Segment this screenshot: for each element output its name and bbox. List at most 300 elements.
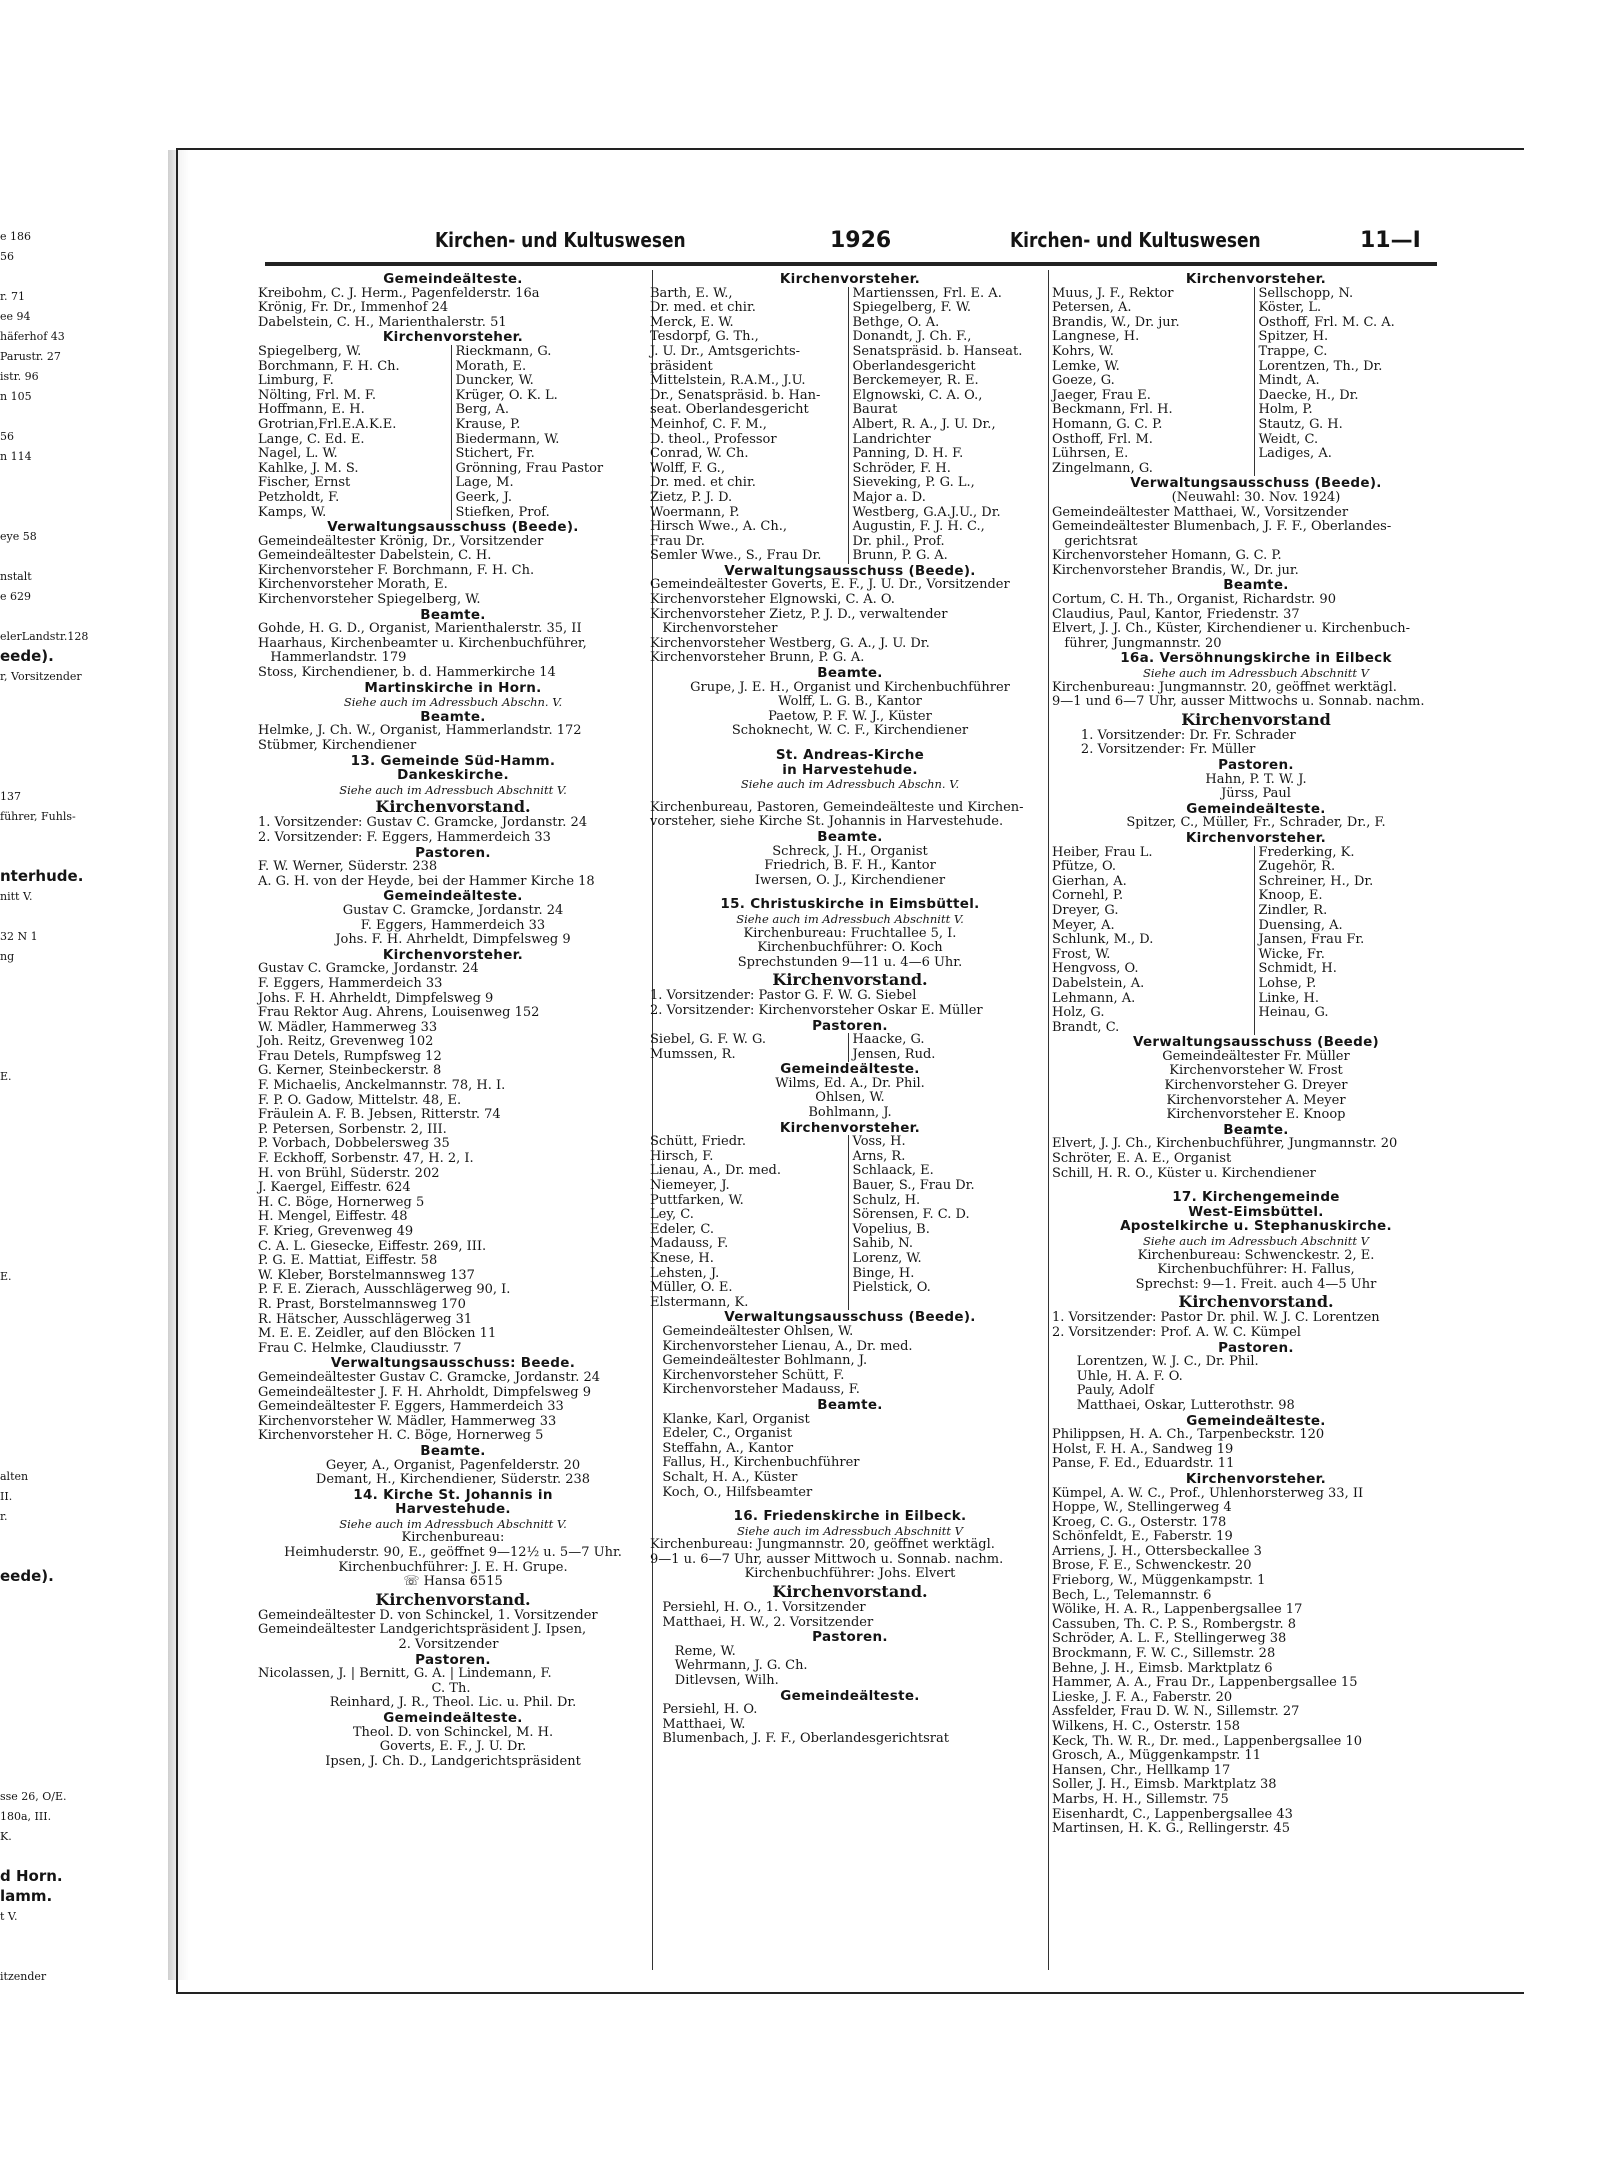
name-entry: Lange, C. Ed. E. [258,431,365,447]
name-entry: Kohrs, W. [1052,343,1114,359]
name-pair-row [1052,389,1460,404]
cross-reference-note: Siehe auch im Adressbuch Abschn. V. [343,695,563,710]
entry-line: Schoknecht, W. C. F., Kirchendiener [731,723,969,739]
fragment-line: 56 [0,250,14,263]
entry-line: P. G. E. Mattiat, Eiffestr. 58 [258,1253,438,1269]
entry-line: Nicolassen, J. | Bernitt, G. A. | Lindemann, F. [258,1666,552,1682]
section-heading: Pastoren. [1218,757,1294,773]
header-rule [265,262,1437,266]
entry-line: P. Vorbach, Dobbelersweg 35 [258,1136,450,1152]
fragment-line: eye 58 [0,530,37,543]
name-entry: Lehmann, A. [1052,990,1136,1006]
name-entry: Conrad, W. Ch. [650,446,749,462]
name-entry: Berckemeyer, R. E. [848,374,1051,389]
name-entry: Stautz, G. H. [1254,418,1461,433]
name-entry: Fischer, Ernst [258,475,351,491]
name-entry: Duncker, W. [451,374,649,389]
entry-line: Kirchenvorsteher F. Borchmann, F. H. Ch. [258,562,535,578]
fragment-line: itzender [0,1970,47,1983]
name-entry: Brandis, W., Dr. jur. [1052,314,1180,330]
entry-line: Gemeindeältester F. Eggers, Hammerdeich 33 [258,1399,564,1415]
name-entry: Heiber, Frau L. [1052,844,1153,860]
name-entry: Hirsch Wwe., A. Ch., [650,519,787,535]
name-pair-row [1052,374,1460,389]
section-heading: Verwaltungsausschuss (Beede) [1132,1034,1380,1051]
name-entry: Binge, H. [848,1267,1051,1282]
name-entry: Lehsten, J. [650,1265,720,1281]
name-entry: Zingelmann, G. [1052,460,1153,476]
section-heading: 17. Kirchengemeinde [1172,1189,1340,1206]
name-entry: Meinhof, C. F. M., [650,416,767,432]
entry-line: 2. Vorsitzender: Fr. Müller [1052,742,1256,758]
fragment-line: Parustr. 27 [0,350,61,363]
entry-line: Hammerlandstr. 179 [258,650,407,666]
entry-line: Theol. D. von Schinckel, M. H. [352,1724,554,1740]
name-entry: Kamps, W. [258,504,327,520]
section-heading: Beamte. [817,665,883,682]
entry-line: 2. Vorsitzender: F. Eggers, Hammerdeich 33 [258,829,551,845]
name-entry: Hengvoss, O. [1052,961,1139,977]
name-entry: Heinau, G. [1254,1006,1461,1021]
entry-line: Helmke, J. Ch. W., Organist, Hammerlandstr. 172 [258,723,582,739]
name-entry: Bauer, S., Frau Dr. [848,1179,1051,1194]
section-heading: Pastoren. [812,1629,888,1646]
name-entry: Ladiges, A. [1254,447,1461,462]
name-entry: Mittelstein, R.A.M., J.U. [650,373,806,389]
name-pair-row [650,287,1050,302]
name-pair-row [258,476,648,491]
name-entry: Sieveking, P. G. L., [848,476,1051,491]
entry-line: Johs. F. H. Ahrheldt, Dimpfelsweg 9 [258,990,494,1006]
name-entry: Ley, C. [650,1207,694,1223]
name-entry: Morath, E. [451,360,649,375]
entry-line: Dabelstein, C. H., Marienthalerstr. 51 [258,314,507,330]
name-entry: Cornehl, P. [1052,888,1124,904]
section-heading: Beamte. [420,708,486,725]
cross-reference-note: Siehe auch im Adressbuch Abschnitt V [1143,666,1369,681]
name-entry: Petersen, A. [1052,300,1132,316]
entry-line: Wehrmann, J. G. Ch. [650,1658,808,1674]
running-header [190,228,1510,264]
name-entry: Arns, R. [848,1150,1051,1165]
entry-line: Gemeindeältester Goverts, E. F., J. U. Dr., Vorsitzender [650,577,1010,593]
section-heading: 16. Friedenskirche in Eilbeck. [733,1508,967,1525]
name-entry [1254,1021,1461,1036]
name-entry: Borchmann, F. H. Ch. [258,358,400,374]
name-entry: Jansen, Frau Fr. [1254,933,1461,948]
section-heading: Gemeindeälteste. [383,888,523,905]
name-pair-row [258,345,648,360]
entry-line: R. Hätscher, Ausschlägerweg 31 [258,1311,473,1327]
section-heading: Verwaltungsausschuss (Beede). [724,1309,976,1326]
name-pair-row [1052,992,1460,1007]
entry-line: Demant, H., Kirchendiener, Süderstr. 238 [315,1472,591,1488]
name-entry: Brandt, C. [1052,1019,1120,1035]
entry-line: J. Kaergel, Eiffestr. 624 [258,1180,411,1196]
name-entry: Beckmann, Frl. H. [1052,402,1173,418]
entry-line: Bohlmann, J. [808,1105,892,1121]
fragment-line: ng [0,950,15,963]
name-pair-row [1052,919,1460,934]
name-entry: Geerk, J. [451,491,649,506]
name-entry: Hirsch, F. [650,1148,714,1164]
name-pair-row [1052,433,1460,448]
name-pair-row [650,433,1050,448]
name-pair-row [650,520,1050,535]
entry-line: Gemeindeältester J. F. H. Ahrholdt, Dimpfelsweg 9 [258,1384,591,1400]
name-entry: Lage, M. [451,476,649,491]
name-entry: Weidt, C. [1254,433,1461,448]
name-entry: Pielstick, O. [848,1281,1051,1296]
fragment-line: nitt V. [0,890,33,903]
name-entry: Elstermann, K. [650,1294,749,1310]
fragment-line: eede). [0,647,54,665]
entry-line: Friedrich, B. F. H., Kantor [764,858,936,874]
entry-line: Claudius, Paul, Kantor, Friedenstr. 37 [1052,606,1300,622]
entry-line: Gustav C. Gramcke, Jordanstr. 24 [342,902,564,918]
name-pair-row [650,1223,1050,1238]
name-pair-row [1052,287,1460,302]
entry-line: G. Kerner, Steinbeckerstr. 8 [258,1063,442,1079]
name-entry: Müller, O. E. [650,1280,733,1296]
section-heading: Apostelkirche u. Stephanuskirche. [1120,1218,1392,1235]
entry-line: Arriens, J. H., Ottersbeckallee 3 [1052,1543,1262,1559]
name-pair-row [258,418,648,433]
name-entry: Barth, E. W., [650,285,733,301]
section-heading: Verwaltungsausschuss (Beede). [724,562,976,579]
name-entry: Dreyer, G. [1052,902,1119,918]
cross-reference-note: Siehe auch im Adressbuch Abschnitt V [737,1523,963,1538]
name-pair-row [650,1033,1050,1048]
name-pair-row [258,433,648,448]
entry-line: Gemeindeältester Fr. Müller [1162,1048,1350,1064]
entry-line: Brose, F. E., Schwenckestr. 20 [1052,1558,1252,1574]
name-pair-row [650,403,1050,418]
name-entry: Lemke, W. [1052,358,1120,374]
name-entry: Augustin, F. J. H. C., [848,520,1051,535]
entry-line: Holst, F. H. A., Sandweg 19 [1052,1441,1234,1457]
entry-line: Pauly, Adolf [1052,1383,1154,1399]
name-entry: Brunn, P. G. A. [848,549,1051,564]
name-entry: Stichert, Fr. [451,447,649,462]
name-entry: Limburg, F. [258,373,334,389]
entry-line: 9—1 u. 6—7 Uhr, ausser Mittwoch u. Sonnab. nachm. [650,1551,1004,1567]
entry-line: Hoppe, W., Stellingerweg 4 [1052,1500,1232,1516]
header-right-title: Kirchen- und Kultuswesen [1010,228,1261,252]
name-pair-row [650,1164,1050,1179]
name-pair-row [1052,403,1460,418]
entry-line: 2. Vorsitzender: Kirchenvorsteher Oskar E. Müller [650,1002,983,1018]
entry-line: Paetow, P. F. W. J., Küster [768,708,932,724]
name-pair-row [650,1267,1050,1282]
entry-line: Hansen, Chr., Hellkamp 17 [1052,1762,1231,1778]
entry-line: C. A. L. Giesecke, Eiffestr. 269, III. [258,1238,487,1254]
entry-line: W. Mädler, Hammerweg 33 [258,1019,438,1035]
name-pair-row [1052,933,1460,948]
name-pair-row [258,462,648,477]
entry-line: Kirchenvorsteher Schütt, F. [650,1367,845,1383]
entry-line: Kirchenvorsteher A. Meyer [1166,1092,1346,1108]
entry-line: Gemeindeältester Bohlmann, J. [650,1353,868,1369]
section-heading: Gemeindeälteste. [383,1710,523,1726]
fragment-line: ee 94 [0,310,31,323]
section-heading: Gemeindeälteste. [780,1061,920,1078]
name-entry: Dr. phil., Prof. [848,535,1051,550]
entry-line: Kirchenvorsteher Zietz, P. J. D., verwaltender [650,606,948,622]
subsection-heading: Kirchenvorstand [1181,709,1331,729]
name-entry: Woermann, P. [650,504,740,520]
name-pair-row [650,535,1050,550]
entry-line: Kirchenbureau: Schwenckestr. 2, E. [1137,1247,1375,1263]
entry-line: Kirchenbureau: Jungmannstr. 20, geöffnet werktägl. [1052,679,1397,695]
entry-line: Schill, H. R. O., Küster u. Kirchendiener [1052,1165,1316,1181]
entry-line: Kirchenvorsteher Brunn, P. G. A. [650,650,865,666]
name-pair-row [1052,889,1460,904]
section-heading: Kirchenvorsteher. [779,271,921,287]
entry-line: Kirchenbureau, Pastoren, Gemeindeälteste und Kirchen- [650,799,1024,815]
name-entry: Frederking, K. [1254,846,1461,861]
fragment-line: r, Vorsitzender [0,670,82,683]
name-pair-row [650,491,1050,506]
name-entry: Grotrian,Frl.E.A.K.E. [258,416,397,432]
entry-line: Blumenbach, J. F. F., Oberlandesgerichtsrat [650,1731,949,1747]
entry-line: Behne, J. H., Eimsb. Marktplatz 6 [1052,1660,1273,1676]
name-pair-row [650,360,1050,375]
entry-line: Koch, O., Hilfsbeamter [650,1484,813,1500]
entry-line: Ipsen, J. Ch. D., Landgerichtspräsident [325,1753,581,1769]
name-pair-row [650,1296,1050,1311]
name-pair-row [650,301,1050,316]
cross-reference-note: Siehe auch im Adressbuch Abschn. V. [740,777,960,792]
entry-line: Uhle, H. A. F. O. [1052,1368,1183,1384]
name-entry: Schmidt, H. [1254,962,1461,977]
name-entry: Linke, H. [1254,992,1461,1007]
fragment-line: E. [0,1070,12,1083]
name-entry: Holz, G. [1052,1005,1105,1021]
entry-line: Martinsen, H. K. G., Rellingerstr. 45 [1052,1821,1290,1837]
section-heading: West-Eimsbüttel. [1188,1203,1324,1220]
entry-line: Reme, W. [650,1643,736,1659]
entry-line: Reinhard, J. R., Theol. Lic. u. Phil. Dr. [329,1695,577,1711]
entry-line: Sprechst: 9—1. Freit. auch 4—5 Uhr [1135,1276,1377,1292]
name-entry: Panning, D. H. F. [848,447,1051,462]
entry-line: Frieborg, W., Müggenkampstr. 1 [1052,1573,1266,1589]
name-entry: Dabelstein, A. [1052,975,1145,991]
name-entry: Jaeger, Frau E. [1052,387,1151,403]
name-entry: Niemeyer, J. [650,1178,730,1194]
entry-line: Fallus, H., Kirchenbuchführer [650,1455,860,1471]
section-heading: Pastoren. [1218,1339,1294,1356]
name-pair-row [1052,316,1460,331]
entry-line: Kirchenvorsteher Brandis, W., Dr. jur. [1052,562,1299,578]
section-heading: Kirchenvorsteher. [779,1119,921,1136]
entry-line: Kirchenvorsteher E. Knoop [1166,1107,1346,1123]
name-entry: Vopelius, B. [848,1223,1051,1238]
section-heading: 13. Gemeinde Süd-Hamm. [350,752,556,769]
name-pair-row [650,476,1050,491]
subsection-heading: Kirchenvorstand. [375,1589,531,1609]
name-entry: Puttfarken, W. [650,1192,744,1208]
entry-line: Keck, Th. W. R., Dr. med., Lappenbergsallee 10 [1052,1733,1362,1749]
entry-line: Gemeindeältester Landgerichtspräsident J. Ipsen, [258,1622,587,1638]
entry-line: 1. Vorsitzender: Gustav C. Gramcke, Jordanstr. 24 [258,815,588,831]
entry-line: Geyer, A., Organist, Pagenfelderstr. 20 [325,1457,581,1473]
cross-reference-note: Siehe auch im Adressbuch Abschnitt V. [339,782,567,797]
name-entry: Elgnowski, C. A. O., [848,389,1051,404]
name-entry: D. theol., Professor [650,431,777,447]
name-pair-row [1052,462,1460,477]
entry-line: Fräulein A. F. B. Jebsen, Ritterstr. 74 [258,1107,501,1123]
name-entry: Donandt, J. Ch. F., [848,330,1051,345]
entry-line: Iwersen, O. J., Kirchendiener [754,872,946,888]
name-entry: Dr., Senatspräsid. b. Han- [650,387,821,403]
entry-line: Frau Rektor Aug. Ahrens, Louisenweg 152 [258,1005,540,1021]
name-entry: Siebel, G. F. W. G. [650,1032,767,1048]
name-pair-row [1052,875,1460,890]
entry-line: Stübmer, Kirchendiener [258,738,417,753]
column-1 [258,272,648,1769]
entry-line: F. P. O. Gadow, Mittelstr. 48, E. [258,1092,462,1108]
entry-line: Cortum, C. H. Th., Organist, Richardstr. 90 [1052,592,1336,608]
header-left-title: Kirchen- und Kultuswesen [435,228,686,252]
name-entry: Schütt, Friedr. [650,1134,746,1150]
name-entry: Schlunk, M., D. [1052,932,1154,948]
entry-line: Joh. Reitz, Grevenweg 102 [258,1034,434,1050]
name-pair-row [258,491,648,506]
entry-line: 2. Vorsitzender [258,1637,499,1653]
fragment-line: r. [0,1510,8,1523]
name-entry: Gierhan, A. [1052,873,1127,889]
name-pair-row [1052,904,1460,919]
name-pair-row [650,549,1050,564]
name-entry: Zindler, R. [1254,904,1461,919]
entry-line: A. G. H. von der Heyde, bei der Hammer Kirche 18 [258,873,595,889]
entry-line: Sprechstunden 9—11 u. 4—6 Uhr. [737,954,963,970]
name-pair-row [650,1208,1050,1223]
name-entry: Wicke, Fr. [1254,948,1461,963]
entry-line: Stoss, Kirchendiener, b. d. Hammerkirche 14 [258,665,556,681]
entry-line: H. von Brühl, Süderstr. 202 [258,1165,440,1181]
entry-line: Schröter, E. A. E., Organist [1052,1151,1232,1167]
cross-reference-note: Siehe auch im Adressbuch Abschnitt V. [339,1516,567,1531]
entry-line: Kirchenvorsteher Westberg, G. A., J. U. Dr. [650,635,930,651]
fragment-line: II. [0,1490,13,1503]
fragment-line: elerLandstr.128 [0,630,89,643]
entry-line: Kirchenvorsteher Elgnowski, C. A. O. [650,592,895,608]
section-heading: Kirchenvorsteher. [1185,271,1327,287]
name-pair-row [650,345,1050,360]
name-pair-row [258,403,648,418]
name-pair-row [650,1179,1050,1194]
entry-line: Steffahn, A., Kantor [650,1440,794,1456]
entry-line: Hammer, A. A., Frau Dr., Lappenbergsallee 15 [1052,1675,1358,1691]
entry-line: Wilkens, H. C., Osterstr. 158 [1052,1719,1241,1734]
entry-line: Soller, J. H., Eimsb. Marktplatz 38 [1052,1777,1277,1793]
section-heading: Gemeindeälteste. [1186,1412,1326,1429]
name-entry: Petzholdt, F. [258,489,340,505]
subsection-heading: Kirchenvorstand. [375,797,531,817]
subsection-heading: Kirchenvorstand. [772,1582,928,1602]
header-year: 1926 [830,228,892,253]
name-pair-row [650,418,1050,433]
section-heading: Kirchenvorsteher. [1185,1470,1327,1487]
entry-line: Matthaei, W. [650,1716,746,1732]
entry-line: Ohlsen, W. [815,1090,885,1106]
name-entry: Spitzer, H. [1254,330,1461,345]
name-entry: Holm, P. [1254,403,1461,418]
entry-line: H. Mengel, Eiffestr. 48 [258,1209,408,1225]
name-entry: Mumssen, R. [650,1046,736,1062]
fragment-line: 137 [0,790,21,803]
name-entry: Zietz, P. J. D. [650,489,733,505]
name-pair-row [650,1237,1050,1252]
entry-line: Matthaei, H. W., 2. Vorsitzender [650,1614,874,1630]
entry-line: Ditlevsen, Wilh. [650,1673,779,1689]
section-heading: Pastoren. [415,1651,491,1668]
name-pair-row [1052,962,1460,977]
section-heading: Pastoren. [812,1017,888,1034]
entry-line: H. C. Böge, Hornerweg 5 [258,1194,425,1210]
section-heading: St. Andreas-Kirche [775,747,925,763]
section-heading: 14. Kirche St. Johannis in [353,1486,553,1503]
entry-line: Jürss, Paul [1221,786,1291,802]
cross-reference-note: Siehe auch im Adressbuch Abschnitt V [1143,1234,1369,1248]
name-pair-row [1052,948,1460,963]
section-heading: Kirchenvorsteher. [1185,829,1327,846]
name-pair-row [650,1048,1050,1063]
entry-line: führer, Jungmannstr. 20 [1052,635,1222,651]
name-pair-row [258,506,648,521]
entry-line: Wölike, H. A. R., Lappenbergsallee 17 [1052,1602,1303,1618]
entry-line: Matthaei, Oskar, Lutterothstr. 98 [1052,1397,1295,1413]
entry-line: F. Eckhoff, Sorbenstr. 47, H. 2, I. [258,1151,474,1167]
name-pair-row [1052,360,1460,375]
name-pair-row [1052,860,1460,875]
section-heading: Gemeindeälteste. [1186,800,1326,817]
name-entry: Landrichter [848,433,1051,448]
entry-line: Wilms, Ed. A., Dr. Phil. [775,1075,925,1091]
name-entry: präsident [650,358,713,374]
name-entry: Muus, J. F., Rektor [1052,285,1174,301]
fragment-line: E. [0,1270,12,1283]
name-entry: Frau Dr. [650,533,705,549]
entry-line: Kirchenbureau: [401,1530,505,1546]
entry-line: Haarhaus, Kirchenbeamter u. Kirchenbuchführer, [258,635,587,651]
name-entry: Madauss, F. [650,1236,729,1252]
name-entry: Krüger, O. K. L. [451,389,649,404]
section-heading: in Harvestehude. [782,761,918,778]
name-entry: Krause, P. [451,418,649,433]
subsection-heading: Kirchenvorstand. [1178,1292,1334,1312]
entry-line: Lorentzen, W. J. C., Dr. Phil. [1052,1354,1259,1370]
entry-line: F. W. Werner, Süderstr. 238 [258,859,438,875]
fragment-line: führer, Fuhls- [0,810,76,823]
name-pair-row [650,447,1050,462]
section-heading: Gemeindeälteste. [780,1687,920,1704]
name-pair-row [650,462,1050,477]
entry-line: Kirchenvorsteher Lienau, A., Dr. med. [650,1338,913,1354]
entry-line: Klanke, Karl, Organist [650,1411,810,1427]
entry-line: Kroeg, C. G., Osterstr. 178 [1052,1514,1227,1530]
fragment-line: alten [0,1470,29,1483]
name-entry: Haacke, G. [848,1033,1051,1048]
entry-line: F. Michaelis, Anckelmannstr. 78, H. I. [258,1078,506,1094]
entry-line: Kirchenvorsteher G. Dreyer [1164,1078,1348,1094]
entry-line: Spitzer, C., Müller, Fr., Schrader, Dr., F. [1126,815,1386,831]
facing-page-fragment [0,230,165,1983]
entry-line: Goverts, E. F., J. U. Dr. [379,1739,527,1755]
entry-line: (Neuwahl: 30. Nov. 1924) [1171,489,1341,505]
